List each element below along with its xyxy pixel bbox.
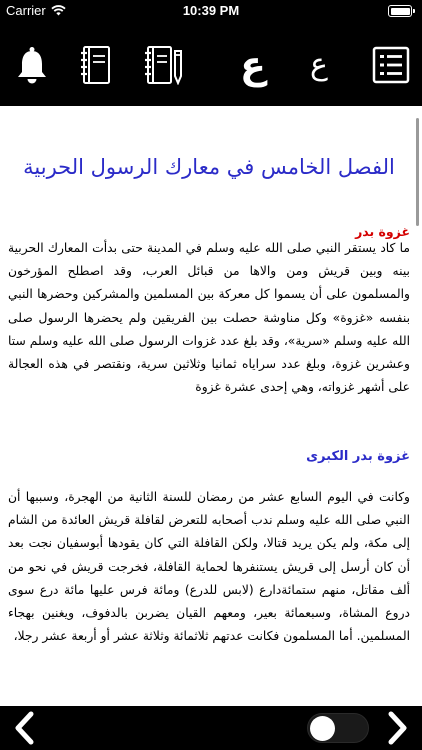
carrier-label: Carrier	[6, 3, 46, 18]
toolbar	[0, 22, 422, 106]
battery-icon	[388, 5, 412, 17]
status-bar	[0, 0, 422, 22]
notifications-button[interactable]	[7, 42, 57, 88]
section-title-badr-kubra: غزوة بدر الكبرى	[306, 449, 410, 464]
chevron-left-icon	[12, 710, 36, 746]
table-of-contents-button[interactable]	[366, 42, 416, 88]
menu-list-icon	[372, 46, 410, 84]
scrollbar-thumb[interactable]	[416, 118, 419, 226]
chevron-right-icon	[386, 710, 410, 746]
font-decrease-button[interactable]	[294, 42, 344, 88]
notes-button[interactable]	[71, 42, 121, 88]
next-page-button[interactable]	[376, 706, 420, 750]
notebook-icon	[80, 45, 112, 85]
notebook-pencil-icon	[144, 45, 184, 85]
font-large-icon: ع	[240, 43, 266, 87]
bottom-bar	[0, 706, 422, 750]
section-text-badr: ما كاد يستقر النبي صلى الله عليه وسلم في المدينة حتى بدأت المعارك الحربية بينه وبين قريش ومن والاها من قبائل العرب، وقد اصطلح المؤرخون والمسلمون على أن يسموا كل معركة بين المسلمين والمشركين وحضرها النبي بنفسه «غزوة» وكل مناوشة حصلت بين الفريقين ولم يحضرها الرسول صلى الله عليه وسلم «سرية»، وقد بلغ عدد غزوات الرسول صلى الله عليه وسلم ستا وعشرين غزوة، وبلغ عدد سراياه ثمانيا وثلاثين سرية، ونقتصر في هذه العجالة على أشهر غزواته، وهي إحدى عشرة غزوة	[8, 241, 410, 395]
status-time: 10:39 PM	[182, 3, 240, 18]
night-mode-toggle[interactable]	[307, 713, 369, 743]
edit-notes-button[interactable]	[139, 42, 189, 88]
previous-page-button[interactable]	[2, 706, 46, 750]
chapter-title: الفصل الخامس في معارك الرسول الحربية	[23, 155, 395, 179]
toggle-knob	[310, 716, 335, 741]
font-increase-button[interactable]	[228, 42, 278, 88]
section-text-badr-kubra: وكانت في اليوم السابع عشر من رمضان للسنة الثانية من الهجرة، وسببها أن النبي صلى الله عليه وسلم ندب أصحابه للتعرض لقافلة قريش العائدة من الشام إلى مكة، ولم يكن يريد قتالا، ولكن القافلة التي كان يقودها أبوسفيان نجت بعد أن كان أرسل إلى قريش يستنفرها لحماية القافلة، فخرجت قريش في نحو من ألف مقاتل، منهم ستمائةدارع (لابس للدرع) ومائة فرس عليها مائة درع سوى دروع المشاة، وسبعمائة بعير، ومعهم القيان يضربن بالدفوف، ويغنين بهجاء المسلمين. أما المسلمون فكانت عدتهم ثلاثمائة وثلاثة عشر أو أربعة عشر رجلا،	[8, 490, 410, 644]
bell-icon	[15, 46, 49, 84]
reader-content[interactable]	[0, 106, 422, 706]
font-small-icon: ع	[310, 47, 328, 82]
section-title-badr: غزوة بدر	[355, 224, 410, 239]
